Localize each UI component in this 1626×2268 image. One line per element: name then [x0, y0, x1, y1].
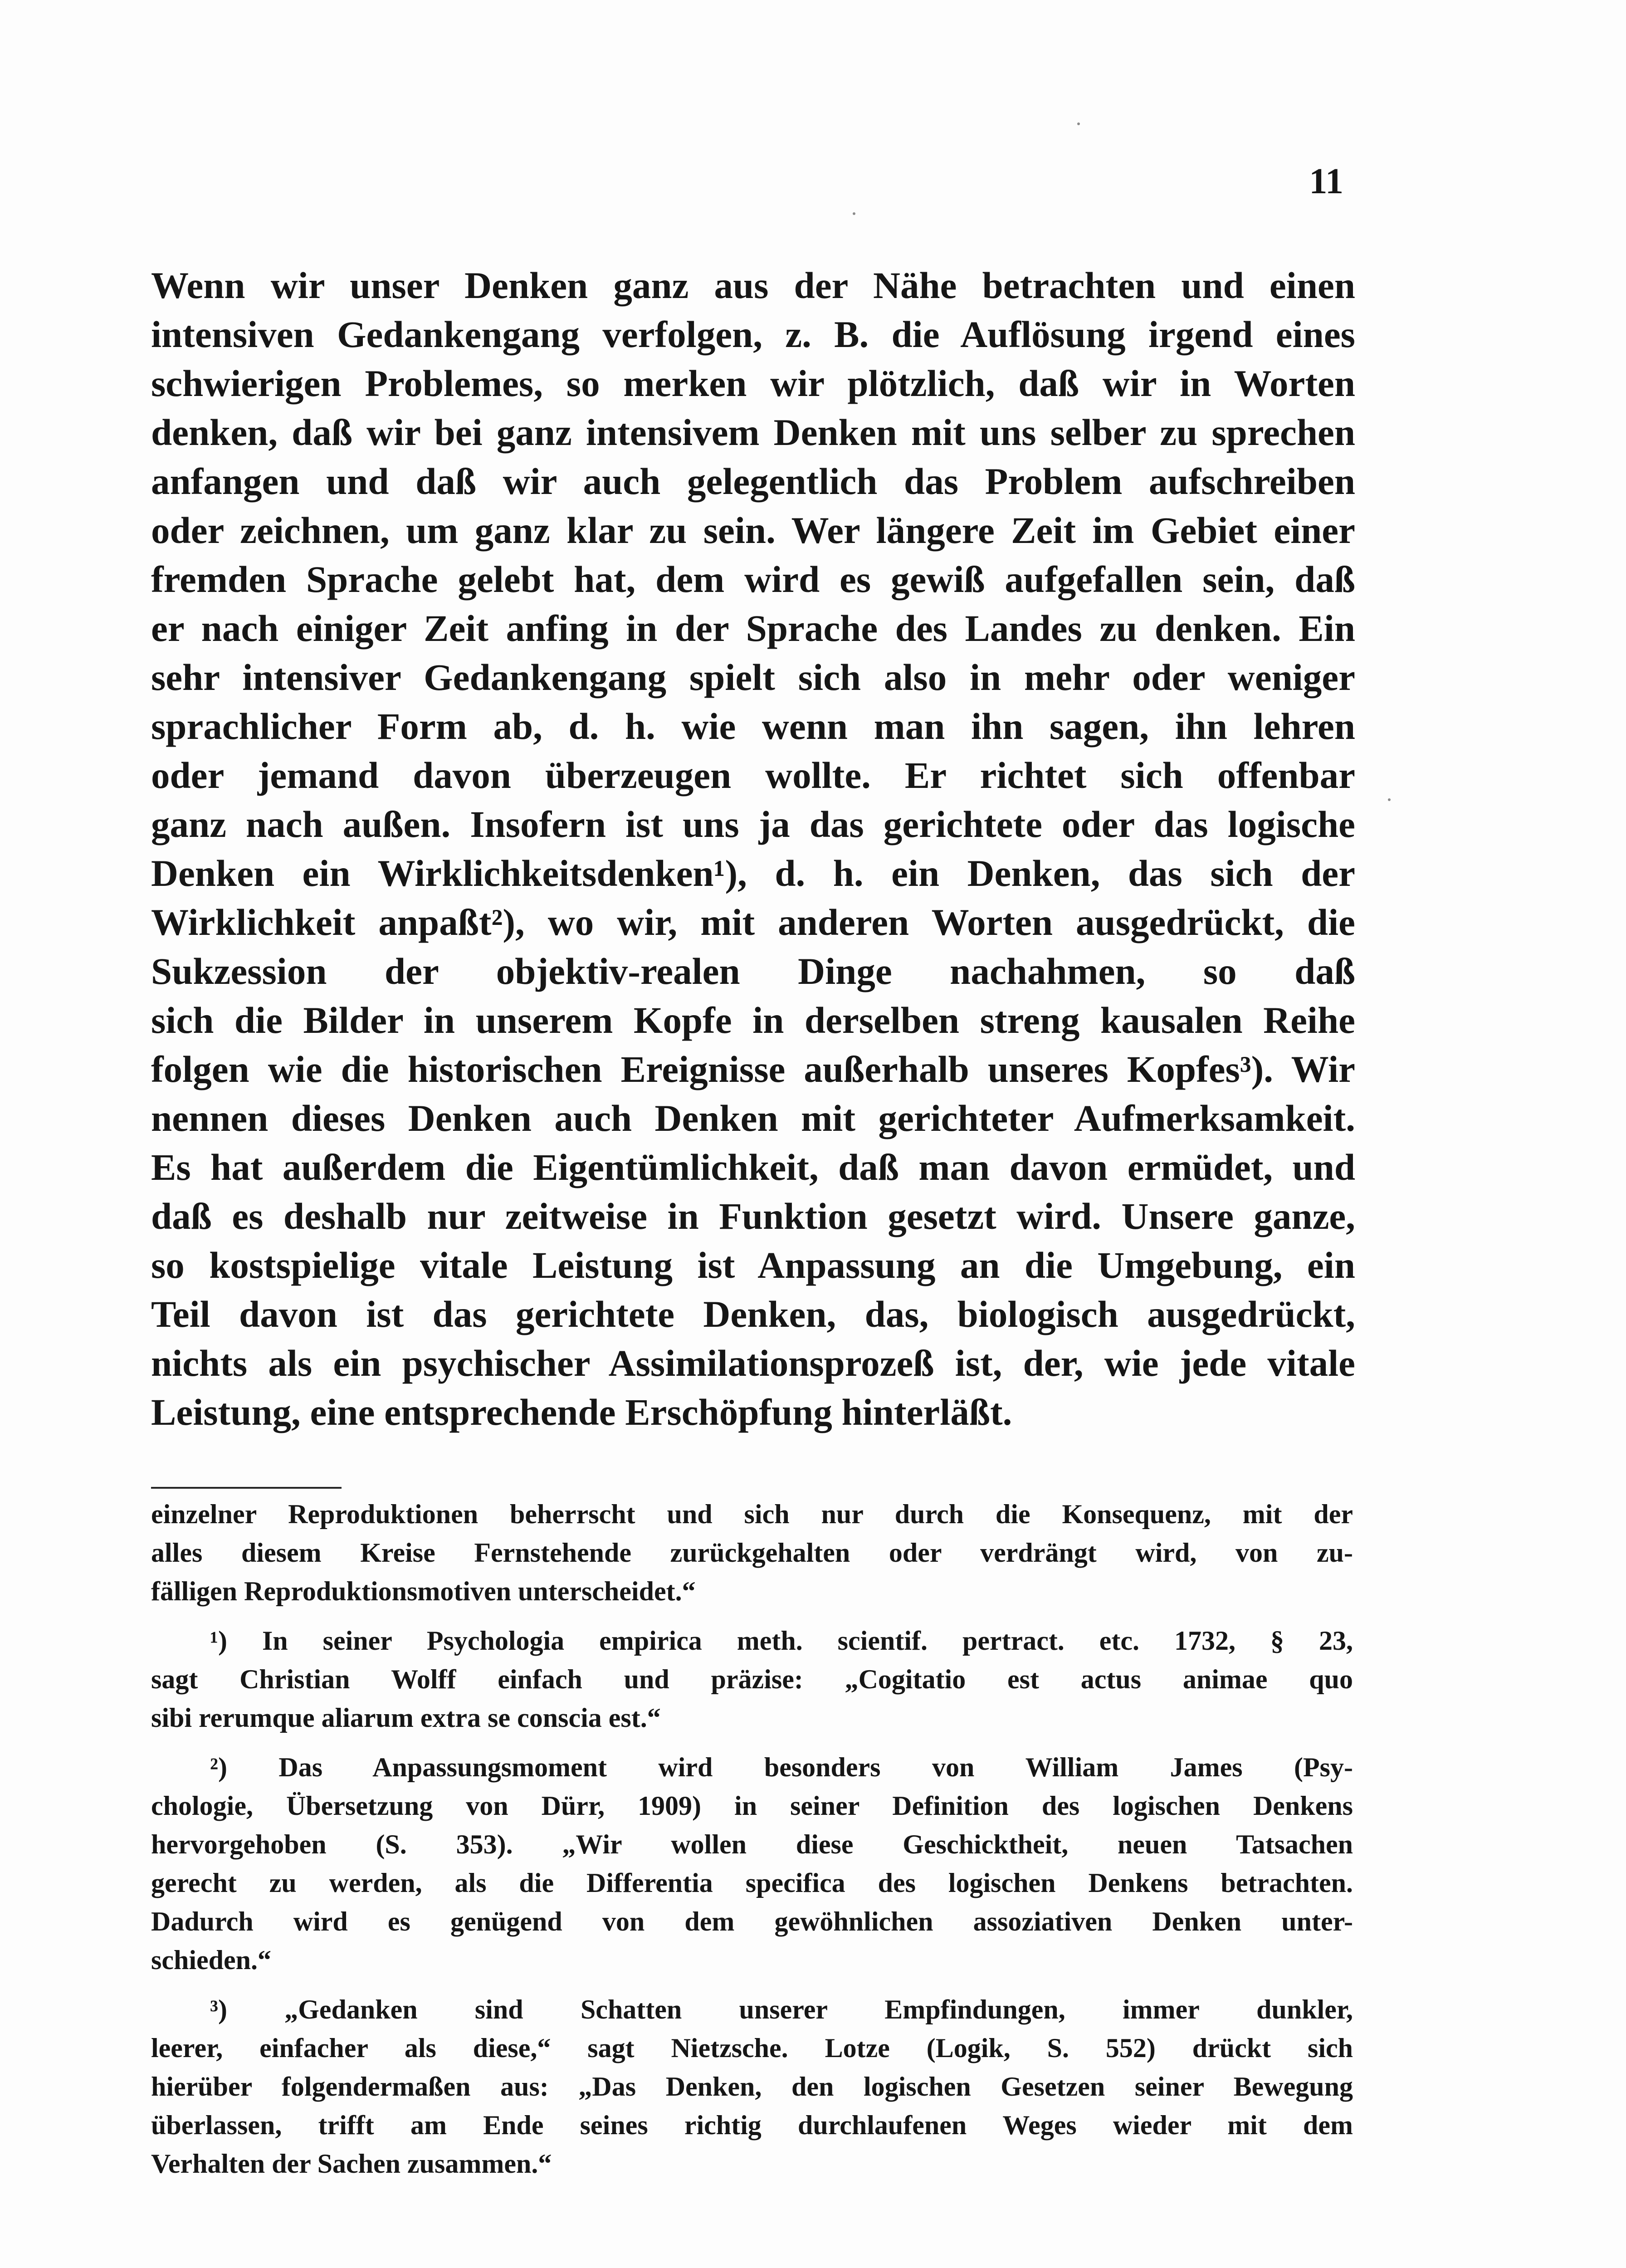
text-line: Sukzession der objektiv-realen Dinge nachahmen, so daß [151, 950, 1355, 992]
page-number: 11 [1309, 161, 1343, 201]
footnote-line: überlassen, trifft am Ende seines richtig durchlaufenen Weges wieder mit dem [151, 2110, 1353, 2140]
scan-speck [853, 212, 855, 215]
text-line: schwierigen Problemes, so merken wir plötzlich, daß wir in Worten [151, 362, 1355, 404]
text-line: Wenn wir unser Denken ganz aus der Nähe betrachten und einen [151, 264, 1355, 306]
text-line: denken, daß wir bei ganz intensivem Denken mit uns selber zu sprechen [151, 411, 1355, 453]
text-line: ganz nach außen. Insofern ist uns ja das gerichtete oder das logische [151, 803, 1355, 845]
text-line: nichts als ein psychischer Assimilationsprozeß ist, der, wie jede vitale [151, 1342, 1355, 1384]
footnote-line: hierüber folgendermaßen aus: „Das Denken, den logischen Gesetzen seiner Bewegung [151, 2072, 1353, 2102]
footnote-2 [151, 1748, 1353, 1980]
footnote-line: gerecht zu werden, als die Differentia specifica des logischen Denkens betrachten. [151, 1868, 1353, 1898]
text-line: Wirklichkeit anpaßt²), wo wir, mit anderen Worten ausgedrückt, die [151, 901, 1355, 943]
footnote-line: ¹) In seiner Psychologia empirica meth. scientif. pertract. etc. 1732, § 23, [210, 1626, 1353, 1656]
text-line: Es hat außerdem die Eigentümlichkeit, daß man davon ermüdet, und [151, 1146, 1355, 1188]
text-line: daß es deshalb nur zeitweise in Funktion gesetzt wird. Unsere ganze, [151, 1195, 1355, 1237]
text-line: fremden Sprache gelebt hat, dem wird es gewiß aufgefallen sein, daß [151, 558, 1355, 600]
footnote-line: alles diesem Kreise Fernstehende zurückgehalten oder verdrängt wird, von zu- [151, 1538, 1353, 1568]
text-line: nennen dieses Denken auch Denken mit gerichteter Aufmerksamkeit. [151, 1097, 1355, 1139]
text-line: Leistung, eine entsprechende Erschöpfung hinterläßt. [151, 1391, 1012, 1433]
text-line: Denken ein Wirklichkeitsdenken¹), d. h. ein Denken, das sich der [151, 852, 1355, 894]
footnote-line: sagt Christian Wolff einfach und präzise: „Cogitatio est actus animae quo [151, 1664, 1353, 1694]
footnotes [151, 1495, 1353, 2183]
footnote-line: leerer, einfacher als diese,“ sagt Nietzsche. Lotze (Logik, S. 552) drückt sich [151, 2033, 1353, 2063]
text-line: so kostspielige vitale Leistung ist Anpassung an die Umgebung, ein [151, 1244, 1355, 1286]
footnote-line: Dadurch wird es genügend von dem gewöhnlichen assoziativen Denken unter- [151, 1906, 1353, 1936]
text-line: oder jemand davon überzeugen wollte. Er richtet sich offenbar [151, 754, 1355, 796]
footnote-line: schieden.“ [151, 1945, 272, 1975]
footnote-continuation [151, 1495, 1353, 1611]
main-text [151, 261, 1355, 1437]
text-line: folgen wie die historischen Ereignisse außerhalb unseres Kopfes³). Wir [151, 1048, 1355, 1090]
footnote-line: einzelner Reproduktionen beherrscht und sich nur durch die Konsequenz, mit der [151, 1499, 1353, 1529]
footnote-line: ²) Das Anpassungsmoment wird besonders von William James (Psy- [210, 1752, 1353, 1782]
text-line: sprachlicher Form ab, d. h. wie wenn man ihn sagen, ihn lehren [151, 705, 1355, 747]
footnote-divider [151, 1487, 342, 1489]
scan-speck [1388, 798, 1391, 801]
text-line: anfangen und daß wir auch gelegentlich das Problem aufschreiben [151, 460, 1355, 502]
footnote-1 [151, 1622, 1353, 1737]
footnote-line: chologie, Übersetzung von Dürr, 1909) in seiner Definition des logischen Denkens [151, 1791, 1353, 1821]
footnote-line: fälligen Reproduktionsmotiven unterscheidet.“ [151, 1576, 696, 1606]
text-line: intensiven Gedankengang verfolgen, z. B. die Auflösung irgend eines [151, 313, 1355, 355]
scan-speck [1077, 122, 1080, 125]
footnote-line: sibi rerumque aliarum extra se conscia est.“ [151, 1703, 661, 1733]
text-line: oder zeichnen, um ganz klar zu sein. Wer längere Zeit im Gebiet einer [151, 509, 1355, 551]
footnote-3 [151, 1990, 1353, 2183]
text-line: Teil davon ist das gerichtete Denken, das, biologisch ausgedrückt, [151, 1293, 1355, 1335]
footnote-line: ³) „Gedanken sind Schatten unserer Empfindungen, immer dunkler, [210, 1994, 1353, 2024]
text-line: sehr intensiver Gedankengang spielt sich also in mehr oder weniger [151, 656, 1355, 698]
text-line: er nach einiger Zeit anfing in der Sprache des Landes zu denken. Ein [151, 607, 1355, 649]
footnote-line: hervorgehoben (S. 353). „Wir wollen diese Geschicktheit, neuen Tatsachen [151, 1829, 1353, 1859]
text-line: sich die Bilder in unserem Kopfe in derselben streng kausalen Reihe [151, 999, 1355, 1041]
footnote-line: Verhalten der Sachen zusammen.“ [151, 2149, 552, 2179]
